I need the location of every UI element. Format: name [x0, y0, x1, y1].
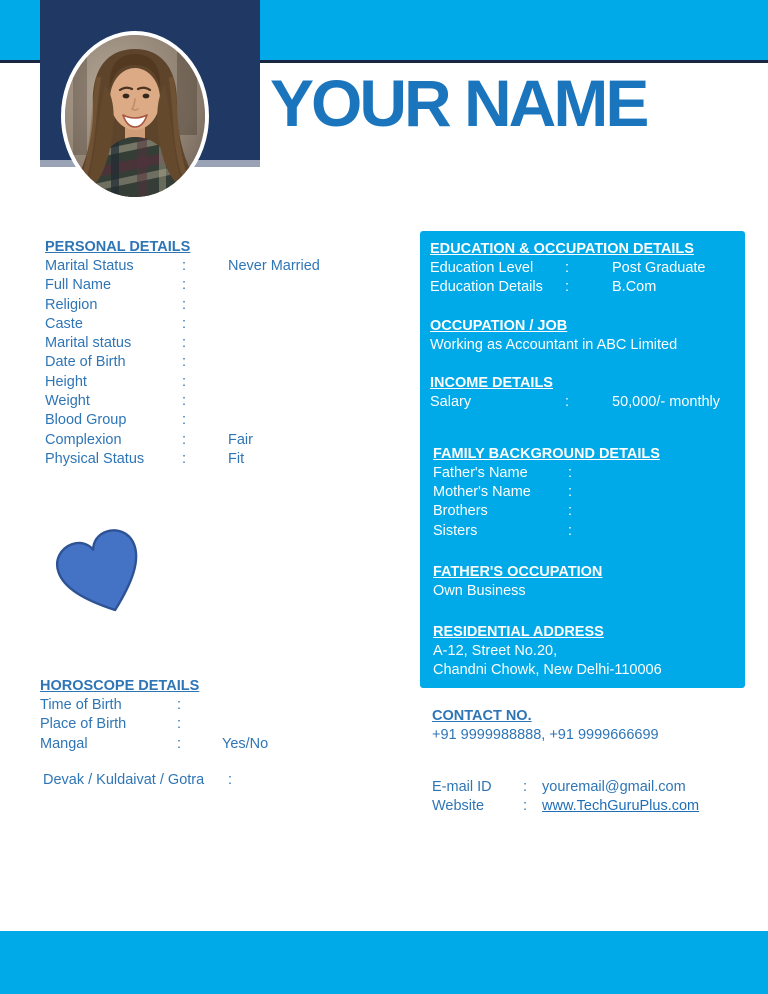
field-label: Blood Group [45, 412, 127, 429]
colon: : [523, 798, 528, 815]
field-value [615, 522, 735, 541]
horoscope-heading: HOROSCOPE DETAILS [40, 678, 200, 694]
colon: : [182, 373, 187, 390]
field-label: Marital status [45, 335, 132, 352]
colon: : [565, 260, 570, 276]
field-value: Post Graduate [612, 260, 706, 276]
address-line: A-12, Street No.20, [433, 643, 558, 660]
colon: : [228, 772, 233, 788]
detail-row-education-details [430, 278, 735, 297]
field-label: Mother's Name [433, 484, 531, 501]
colon: : [565, 279, 570, 296]
field-label: Education Level [430, 260, 534, 276]
colon: : [182, 393, 187, 410]
colon: : [565, 393, 570, 410]
colon: : [182, 450, 187, 467]
colon: : [182, 335, 187, 352]
field-value [228, 411, 415, 430]
field-label: Time of Birth [40, 697, 122, 713]
field-label: Website [432, 798, 485, 815]
detail-row-full-name [45, 276, 415, 295]
detail-row-time-of-birth [40, 696, 410, 715]
detail-row-place-of-birth [40, 715, 410, 734]
contact-heading: CONTACT NO. [432, 708, 532, 724]
field-value [228, 276, 415, 295]
detail-row-date-of-birth [45, 353, 415, 372]
detail-row-brothers [433, 502, 735, 521]
field-value [228, 296, 415, 315]
colon: : [182, 296, 187, 313]
field-label: Brothers [433, 503, 488, 520]
detail-row-complexion [45, 431, 415, 450]
field-value [228, 353, 415, 372]
colon: : [568, 484, 573, 501]
detail-row-sisters [433, 522, 735, 541]
field-label: Education Details [430, 279, 543, 296]
colon: : [177, 735, 182, 752]
field-label: Date of Birth [45, 354, 126, 371]
field-label: Height [45, 373, 87, 390]
email-value: youremail@gmail.com [542, 779, 686, 795]
field-value [228, 392, 415, 411]
occupation-text: Working as Accountant in ABC Limited [430, 336, 678, 353]
colon: : [523, 779, 528, 795]
field-value: B.Com [612, 279, 657, 296]
education-occupation-panel [420, 231, 745, 688]
field-label: Mangal [40, 735, 88, 752]
residential-address-heading: RESIDENTIAL ADDRESS [433, 624, 604, 641]
field-value [228, 315, 415, 334]
income-heading: INCOME DETAILS [430, 374, 553, 391]
field-label: Marital Status [45, 258, 134, 274]
field-label: E-mail ID [432, 779, 492, 795]
field-label: Father's Name [433, 464, 528, 481]
profile-photo [61, 31, 209, 201]
field-value [615, 483, 735, 502]
page-title: YOUR NAME [270, 66, 647, 140]
detail-row-physical-status [45, 450, 415, 469]
detail-row-blood-group [45, 411, 415, 430]
field-value: 50,000/- monthly [612, 393, 721, 410]
field-label: Weight [45, 393, 90, 410]
detail-row-website [432, 797, 752, 816]
occupation-heading: OCCUPATION / JOB [430, 317, 568, 334]
field-label: Place of Birth [40, 716, 127, 733]
field-label: Devak / Kuldaivat / Gotra [43, 772, 205, 788]
detail-row-mangal [40, 735, 410, 754]
colon: : [182, 431, 187, 448]
detail-row-religion [45, 296, 415, 315]
colon: : [568, 464, 573, 481]
field-label: Salary [430, 393, 472, 410]
detail-row-marital-status-2 [45, 334, 415, 353]
field-label: Physical Status [45, 450, 145, 467]
field-value: Fit [228, 450, 245, 467]
colon: : [182, 354, 187, 371]
field-value: Fair [228, 431, 253, 448]
bottom-band [0, 931, 768, 994]
father-occupation-heading: FATHER'S OCCUPATION [433, 564, 603, 581]
section-contact-links [432, 778, 752, 817]
colon: : [182, 412, 187, 429]
field-value [615, 464, 735, 483]
field-value [615, 502, 735, 521]
address-line: Chandni Chowk, New Delhi-110006 [433, 662, 662, 679]
detail-row-email [432, 778, 752, 797]
field-value: Yes/No [222, 735, 269, 752]
colon: : [177, 716, 182, 733]
family-heading: FAMILY BACKGROUND DETAILS [433, 445, 660, 462]
colon: : [177, 697, 182, 713]
heart-icon [41, 514, 163, 633]
personal-details-heading: PERSONAL DETAILS [45, 239, 191, 255]
section-personal-details [45, 238, 415, 469]
colon: : [568, 503, 573, 520]
field-label: Sisters [433, 522, 478, 539]
field-value [222, 696, 410, 715]
detail-row-weight [45, 392, 415, 411]
detail-row-fathers-name [433, 464, 735, 483]
detail-row-mothers-name [433, 483, 735, 502]
contact-phones: +91 9999988888, +91 9999666699 [432, 727, 659, 743]
colon: : [182, 277, 187, 294]
father-occupation-text: Own Business [433, 583, 526, 600]
detail-row-caste [45, 315, 415, 334]
field-value [228, 373, 415, 392]
field-label: Caste [45, 315, 83, 332]
detail-row-salary [430, 393, 735, 412]
field-value: Never Married [228, 258, 320, 274]
website-link[interactable]: www.TechGuruPlus.com [542, 798, 700, 815]
colon: : [568, 522, 573, 539]
field-value [228, 334, 415, 353]
education-heading: EDUCATION & OCCUPATION DETAILS [430, 241, 694, 257]
field-value [268, 771, 413, 790]
detail-row-devak-kuldaivat-gotra [43, 771, 413, 790]
section-contact [432, 707, 752, 745]
profile-photo-illustration [65, 35, 205, 197]
detail-row-height [45, 373, 415, 392]
colon: : [182, 315, 187, 332]
field-label: Complexion [45, 431, 122, 448]
field-value [222, 715, 410, 734]
field-label: Full Name [45, 277, 112, 294]
detail-row-marital-status [45, 257, 415, 276]
section-horoscope-details [40, 677, 410, 754]
detail-row-education-level [430, 259, 735, 278]
colon: : [182, 258, 187, 274]
field-label: Religion [45, 296, 98, 313]
